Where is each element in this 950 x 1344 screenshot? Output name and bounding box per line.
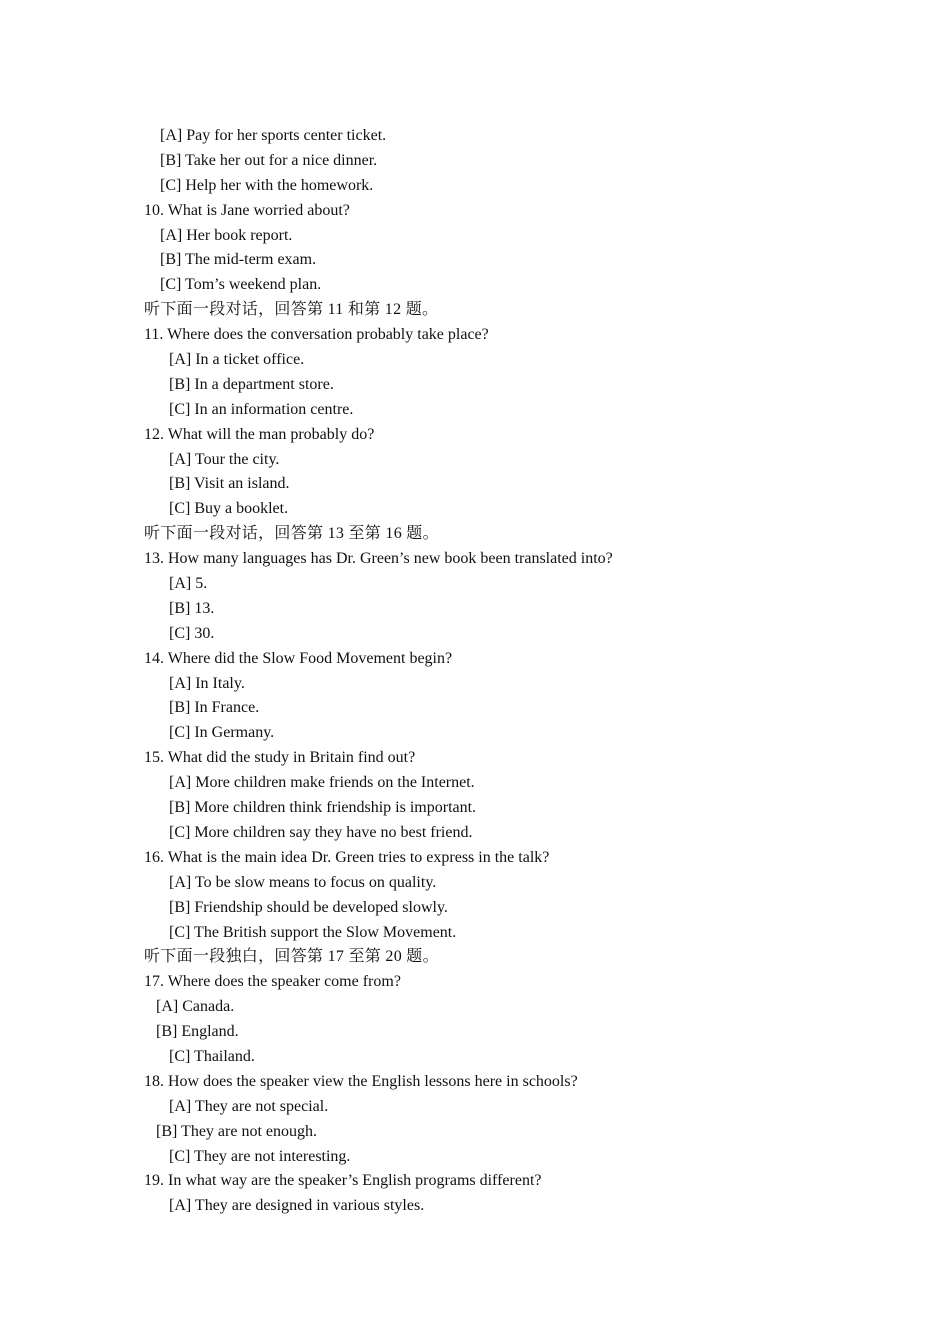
answer-option: [B] The mid-term exam. xyxy=(160,251,317,269)
question-text: 18. How does the speaker view the English lessons here in schools? xyxy=(144,1072,578,1090)
exam-page xyxy=(0,124,950,1219)
answer-option: [C] In an information centre. xyxy=(169,400,354,418)
answer-option: [A] Canada. xyxy=(156,998,235,1016)
answer-option: [B] Take her out for a nice dinner. xyxy=(160,151,378,169)
answer-option: [A] In a ticket office. xyxy=(169,351,305,369)
question-text: 12. What will the man probably do? xyxy=(144,425,375,443)
answer-option: [B] Visit an island. xyxy=(169,475,290,493)
question-text: 19. In what way are the speaker’s English programs different? xyxy=(144,1172,542,1190)
answer-option: [B] Friendship should be developed slowly. xyxy=(169,898,448,916)
answer-option: [C] Tom’s weekend plan. xyxy=(160,276,322,294)
section-instruction: 听下面一段独白，回答第 17 至第 20 题。 xyxy=(144,948,439,966)
answer-option: [C] Help her with the homework. xyxy=(160,176,374,194)
answer-option: [B] In a department store. xyxy=(169,375,334,393)
answer-option: [A] To be slow means to focus on quality. xyxy=(169,873,437,891)
answer-option: [C] The British support the Slow Movement. xyxy=(169,923,457,941)
answer-option: [A] They are not special. xyxy=(169,1097,329,1115)
question-text: 16. What is the main idea Dr. Green tries to express in the talk? xyxy=(144,848,550,866)
answer-option: [A] Her book report. xyxy=(160,226,293,244)
answer-option: [C] Buy a booklet. xyxy=(169,500,289,518)
question-text: 11. Where does the conversation probably take place? xyxy=(144,326,489,344)
answer-option: [B] In France. xyxy=(169,699,260,717)
answer-option: [B] England. xyxy=(156,1023,239,1041)
answer-option: [C] They are not interesting. xyxy=(169,1147,351,1165)
answer-option: [A] Tour the city. xyxy=(169,450,280,468)
answer-option: [B] 13. xyxy=(169,599,215,617)
answer-option: [A] They are designed in various styles. xyxy=(169,1197,425,1215)
answer-option: [A] Pay for her sports center ticket. xyxy=(160,127,387,144)
question-text: 17. Where does the speaker come from? xyxy=(144,973,401,991)
question-text: 15. What did the study in Britain find out? xyxy=(144,749,416,767)
question-text: 10. What is Jane worried about? xyxy=(144,201,350,219)
answer-option: [A] 5. xyxy=(169,575,208,593)
answer-option: [B] More children think friendship is important. xyxy=(169,799,477,817)
section-instruction: 听下面一段对话，回答第 11 和第 12 题。 xyxy=(144,301,439,319)
answer-option: [C] Thailand. xyxy=(169,1047,255,1065)
answer-option: [A] In Italy. xyxy=(169,674,245,692)
answer-option: [A] More children make friends on the Internet. xyxy=(169,774,475,792)
answer-option: [C] In Germany. xyxy=(169,724,275,742)
question-text: 13. How many languages has Dr. Green’s new book been translated into? xyxy=(144,550,613,568)
answer-option: [C] 30. xyxy=(169,624,215,642)
question-text: 14. Where did the Slow Food Movement begin? xyxy=(144,649,453,667)
answer-option: [C] More children say they have no best friend. xyxy=(169,823,473,841)
section-instruction: 听下面一段对话，回答第 13 至第 16 题。 xyxy=(144,525,439,543)
answer-option: [B] They are not enough. xyxy=(156,1122,317,1140)
